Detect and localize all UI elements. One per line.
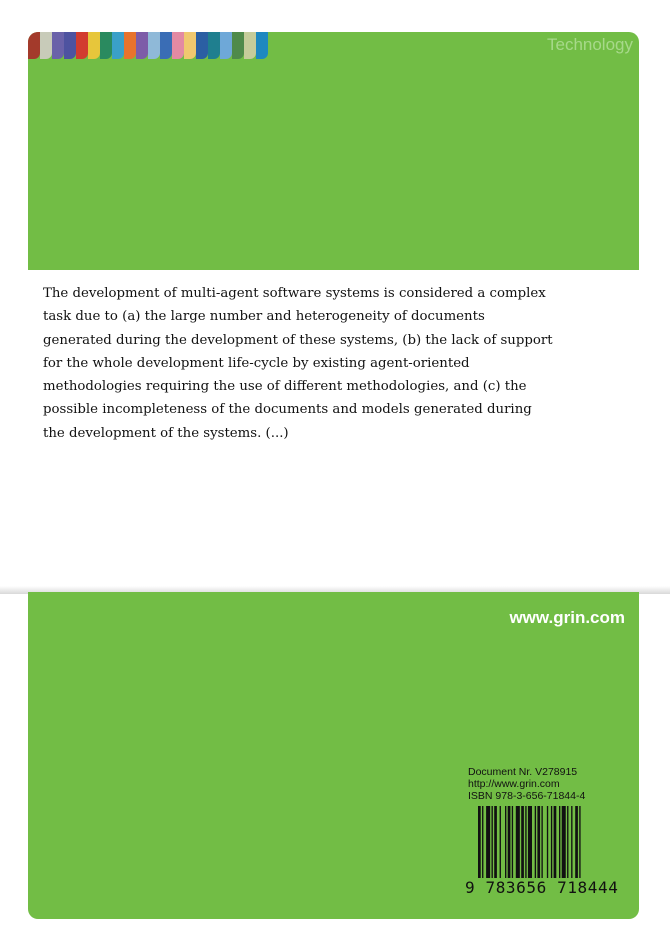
barcode-bar [547, 806, 548, 878]
barcode-bar [521, 806, 524, 878]
barcode-bar [559, 806, 560, 878]
color-stripe [52, 32, 64, 59]
barcode-bar [500, 806, 501, 878]
document-number: Document Nr. V278915 [468, 766, 578, 778]
cover-top-panel [28, 32, 639, 270]
document-info [468, 766, 585, 802]
color-stripe [256, 32, 268, 59]
isbn-barcode [478, 806, 628, 878]
cover-bottom-panel [28, 592, 639, 919]
barcode-bar [478, 806, 481, 878]
barcode-bar [492, 806, 493, 878]
barcode-bar [571, 806, 572, 878]
barcode-bar [579, 806, 580, 878]
barcode-bar [541, 806, 542, 878]
color-stripe [136, 32, 148, 59]
barcode-bar [505, 806, 506, 878]
barcode-bar [528, 806, 532, 878]
barcode-bar [494, 806, 497, 878]
color-stripe [160, 32, 172, 59]
barcode-bar [567, 806, 568, 878]
color-stripe [232, 32, 244, 59]
color-stripe [76, 32, 88, 59]
barcode-bar [512, 806, 513, 878]
barcode-bar [525, 806, 526, 878]
color-stripe [64, 32, 76, 59]
color-stripe [28, 32, 40, 59]
barcode-bar [482, 806, 483, 878]
category-label: Technology [546, 35, 633, 54]
color-stripe [208, 32, 220, 59]
barcode-bar [575, 806, 578, 878]
barcode-bar [537, 806, 540, 878]
color-stripe [100, 32, 112, 59]
barcode-bar [562, 806, 566, 878]
barcode-bar [486, 806, 490, 878]
barcode-bar [535, 806, 536, 878]
color-stripe [124, 32, 136, 59]
color-stripe [196, 32, 208, 59]
color-stripe [40, 32, 52, 59]
isbn-number: ISBN 978-3-656-71844-4 [468, 790, 586, 802]
publisher-website[interactable]: www.grin.com [509, 608, 625, 627]
color-stripe [220, 32, 232, 59]
barcode-bar [508, 806, 511, 878]
book-description: The development of multi-agent software systems is considered a complex task due to (a) the large number and heterogeneity of documents generated during the development of these systems, (b) the lack of support for the whole development life-cycle by existing agent-oriented methodologies requiring the use of different methodologies, and (c) the possible incompleteness of the documents and models generated during the development of the systems. (...) [43, 286, 553, 441]
color-stripe [172, 32, 184, 59]
document-url[interactable]: http://www.grin.com [468, 778, 560, 790]
color-stripe [184, 32, 196, 59]
color-stripe [112, 32, 124, 59]
color-stripe [148, 32, 160, 59]
color-stripe [88, 32, 100, 59]
barcode-digits: 9 783656 718444 [465, 878, 619, 897]
barcode-bar [516, 806, 520, 878]
color-stripe [244, 32, 256, 59]
color-stripes [28, 32, 268, 59]
barcode-bar [551, 806, 552, 878]
barcode-bar [554, 806, 557, 878]
